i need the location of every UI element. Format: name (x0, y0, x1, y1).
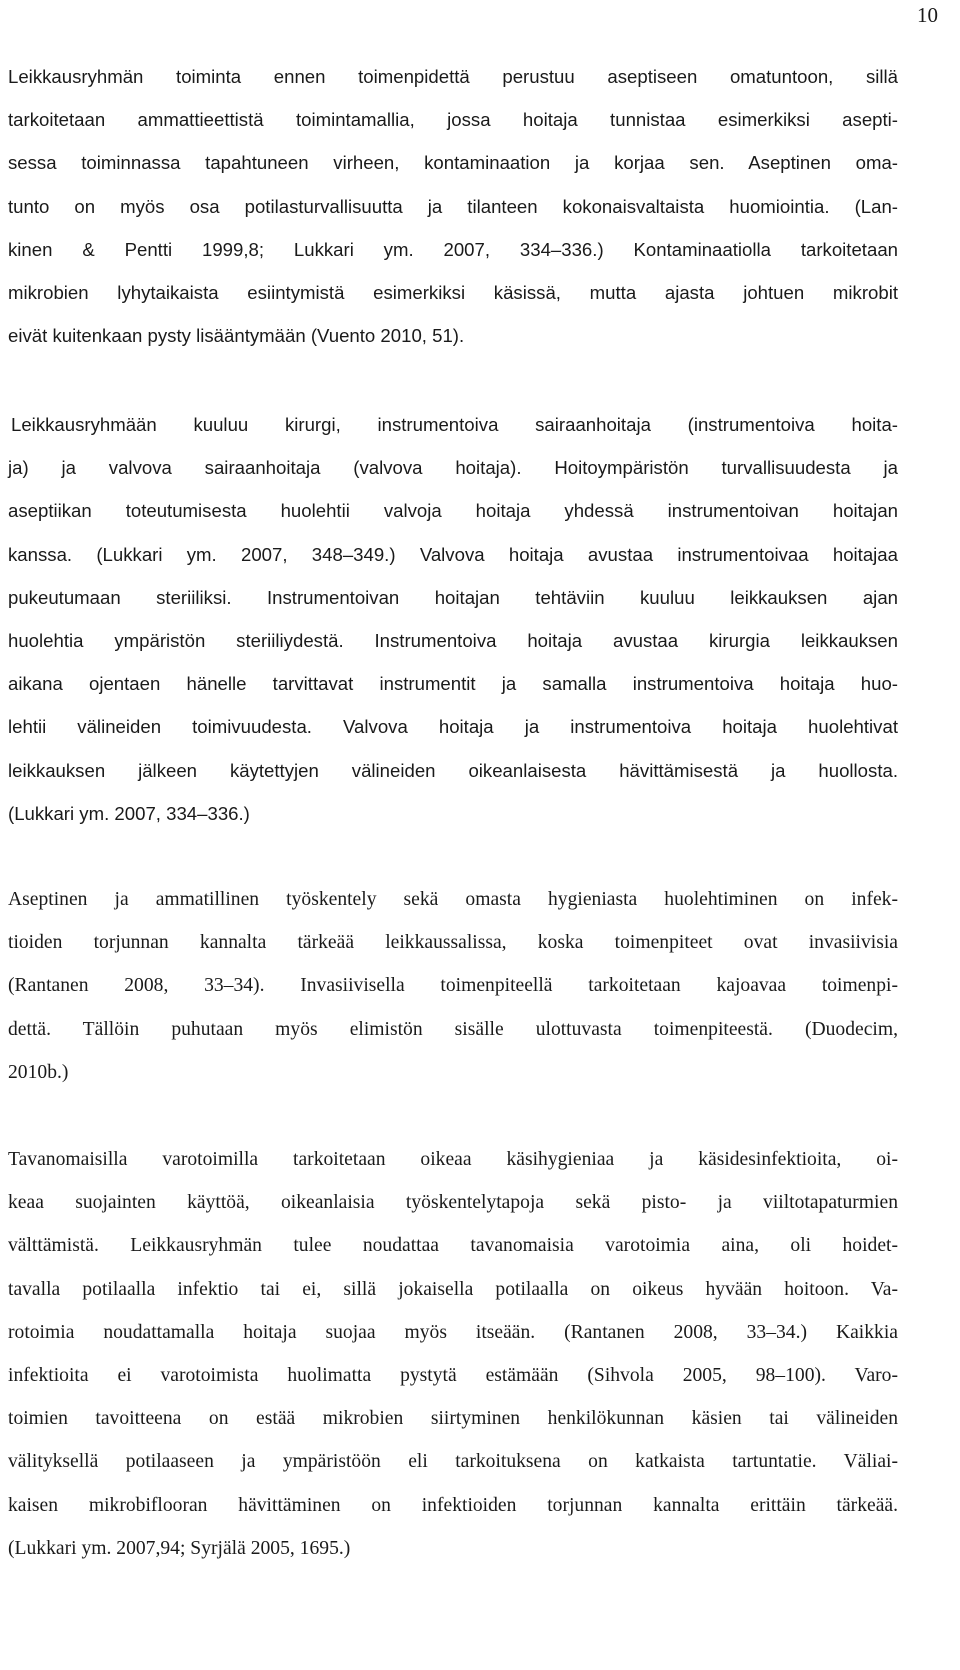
page-number: 10 (917, 3, 938, 27)
text-line: toimien tavoitteena on estää mikrobien siirtyminen henkilökunnan käsien tai välineiden (8, 1408, 898, 1430)
text-line: 2010b.) (8, 1061, 69, 1083)
text-line: (Rantanen 2008, 33–34). Invasiivisella toimenpiteellä tarkoitetaan kajoavaa toimenpi- (8, 975, 898, 997)
text-line: Leikkausryhmän toiminta ennen toimenpidettä perustuu aseptiseen omatuntoon, sillä (8, 66, 898, 87)
text-line: sessa toiminnassa tapahtuneen virheen, kontaminaation ja korjaa sen. Aseptinen oma- (8, 152, 898, 174)
text-line: Aseptinen ja ammatillinen työskentely sekä omasta hygieniasta huolehtiminen on infek- (8, 889, 898, 910)
text-line: kinen & Pentti 1999,8; Lukkari ym. 2007, 334–336.) Kontaminaatiolla tarkoitetaan (8, 238, 898, 260)
text-line: leikkauksen jälkeen käytettyjen välineiden oikeanlaisesta hävittämisestä ja huollosta. (8, 759, 898, 781)
text-line: Tavanomaisilla varotoimilla tarkoitetaan oikeaa käsihygieniaa ja käsidesinfektioita, oi- (8, 1149, 898, 1170)
text-line: ja) ja valvova sairaanhoitaja (valvova hoitaja). Hoitoympäristön turvallisuudesta ja (8, 457, 898, 479)
text-line: eivät kuitenkaan pysty lisääntymään (Vuento 2010, 51). (8, 325, 465, 347)
text-line: (Lukkari ym. 2007,94; Syrjälä 2005, 1695.) (8, 1537, 351, 1559)
text-line: Leikkausryhmään kuuluu kirurgi, instrumentoiva sairaanhoitaja (instrumentoiva hoita- (11, 414, 898, 435)
paragraph-asepsis-conscience (8, 55, 898, 357)
text-line: dettä. Tällöin puhutaan myös elimistön sisälle ulottuvasta toimenpiteestä. (Duodecim, (8, 1018, 898, 1040)
text-line: mikrobien lyhytaikaista esiintymistä esimerkiksi käsissä, mutta ajasta johtuen mikrobit (8, 282, 898, 304)
text-line: pukeutumaan steriiliksi. Instrumentoivan hoitajan tehtäviin kuuluu leikkauksen ajan (8, 586, 898, 608)
text-line: välttämistä. Leikkausryhmän tulee noudattaa tavanomaisia varotoimia aina, oli hoidet- (8, 1235, 898, 1257)
text-line: kanssa. (Lukkari ym. 2007, 348–349.) Valvova hoitaja avustaa instrumentoivaa hoitajaa (8, 543, 898, 565)
paragraph-surgical-team (8, 403, 898, 835)
text-line: tunto on myös osa potilasturvallisuutta ja tilanteen kokonaisvaltaista huomiointia. (Lan- (8, 195, 898, 217)
text-line: rotoimia noudattamalla hoitaja suojaa myös itseään. (Rantanen 2008, 33–34.) Kaikkia (8, 1321, 898, 1343)
text-line: tarkoitetaan ammattieettistä toimintamallia, jossa hoitaja tunnistaa esimerkiksi asepti- (8, 109, 898, 131)
text-line: välityksellä potilaaseen ja ympäristöön eli tarkoituksena on katkaista tartuntatie. Väliai- (8, 1451, 898, 1473)
text-line: tioiden torjunnan kannalta tärkeää leikkaussalissa, koska toimenpiteet ovat invasiivisia (8, 932, 898, 954)
text-line: huolehtia ympäristön steriiliydestä. Instrumentoiva hoitaja avustaa kirurgia leikkauksen (8, 630, 898, 652)
text-line: aikana ojentaen hänelle tarvittavat instrumentit ja samalla instrumentoiva hoitaja huo- (8, 673, 898, 695)
text-line: aseptiikan toteutumisesta huolehtii valvoja hoitaja yhdessä instrumentoivan hoitajan (8, 500, 898, 522)
paragraph-standard-precautions (8, 1138, 898, 1570)
text-line: lehtii välineiden toimivuudesta. Valvova hoitaja ja instrumentoiva hoitaja huolehtivat (8, 716, 898, 738)
text-line: keaa suojainten käyttöä, oikeanlaisia työskentelytapoja sekä pisto- ja viiltotapaturmien (8, 1192, 898, 1214)
text-line: (Lukkari ym. 2007, 334–336.) (8, 802, 250, 824)
text-line: infektioita ei varotoimista huolimatta pystytä estämään (Sihvola 2005, 98–100). Varo- (8, 1365, 898, 1387)
text-line: kaisen mikrobiflooran hävittäminen on infektioiden torjunnan kannalta erittäin tärkeää. (8, 1494, 898, 1516)
paragraph-aseptic-work (8, 878, 898, 1094)
text-line: tavalla potilaalla infektio tai ei, sillä jokaisella potilaalla on oikeus hyvään hoitoon. Va- (8, 1278, 898, 1300)
